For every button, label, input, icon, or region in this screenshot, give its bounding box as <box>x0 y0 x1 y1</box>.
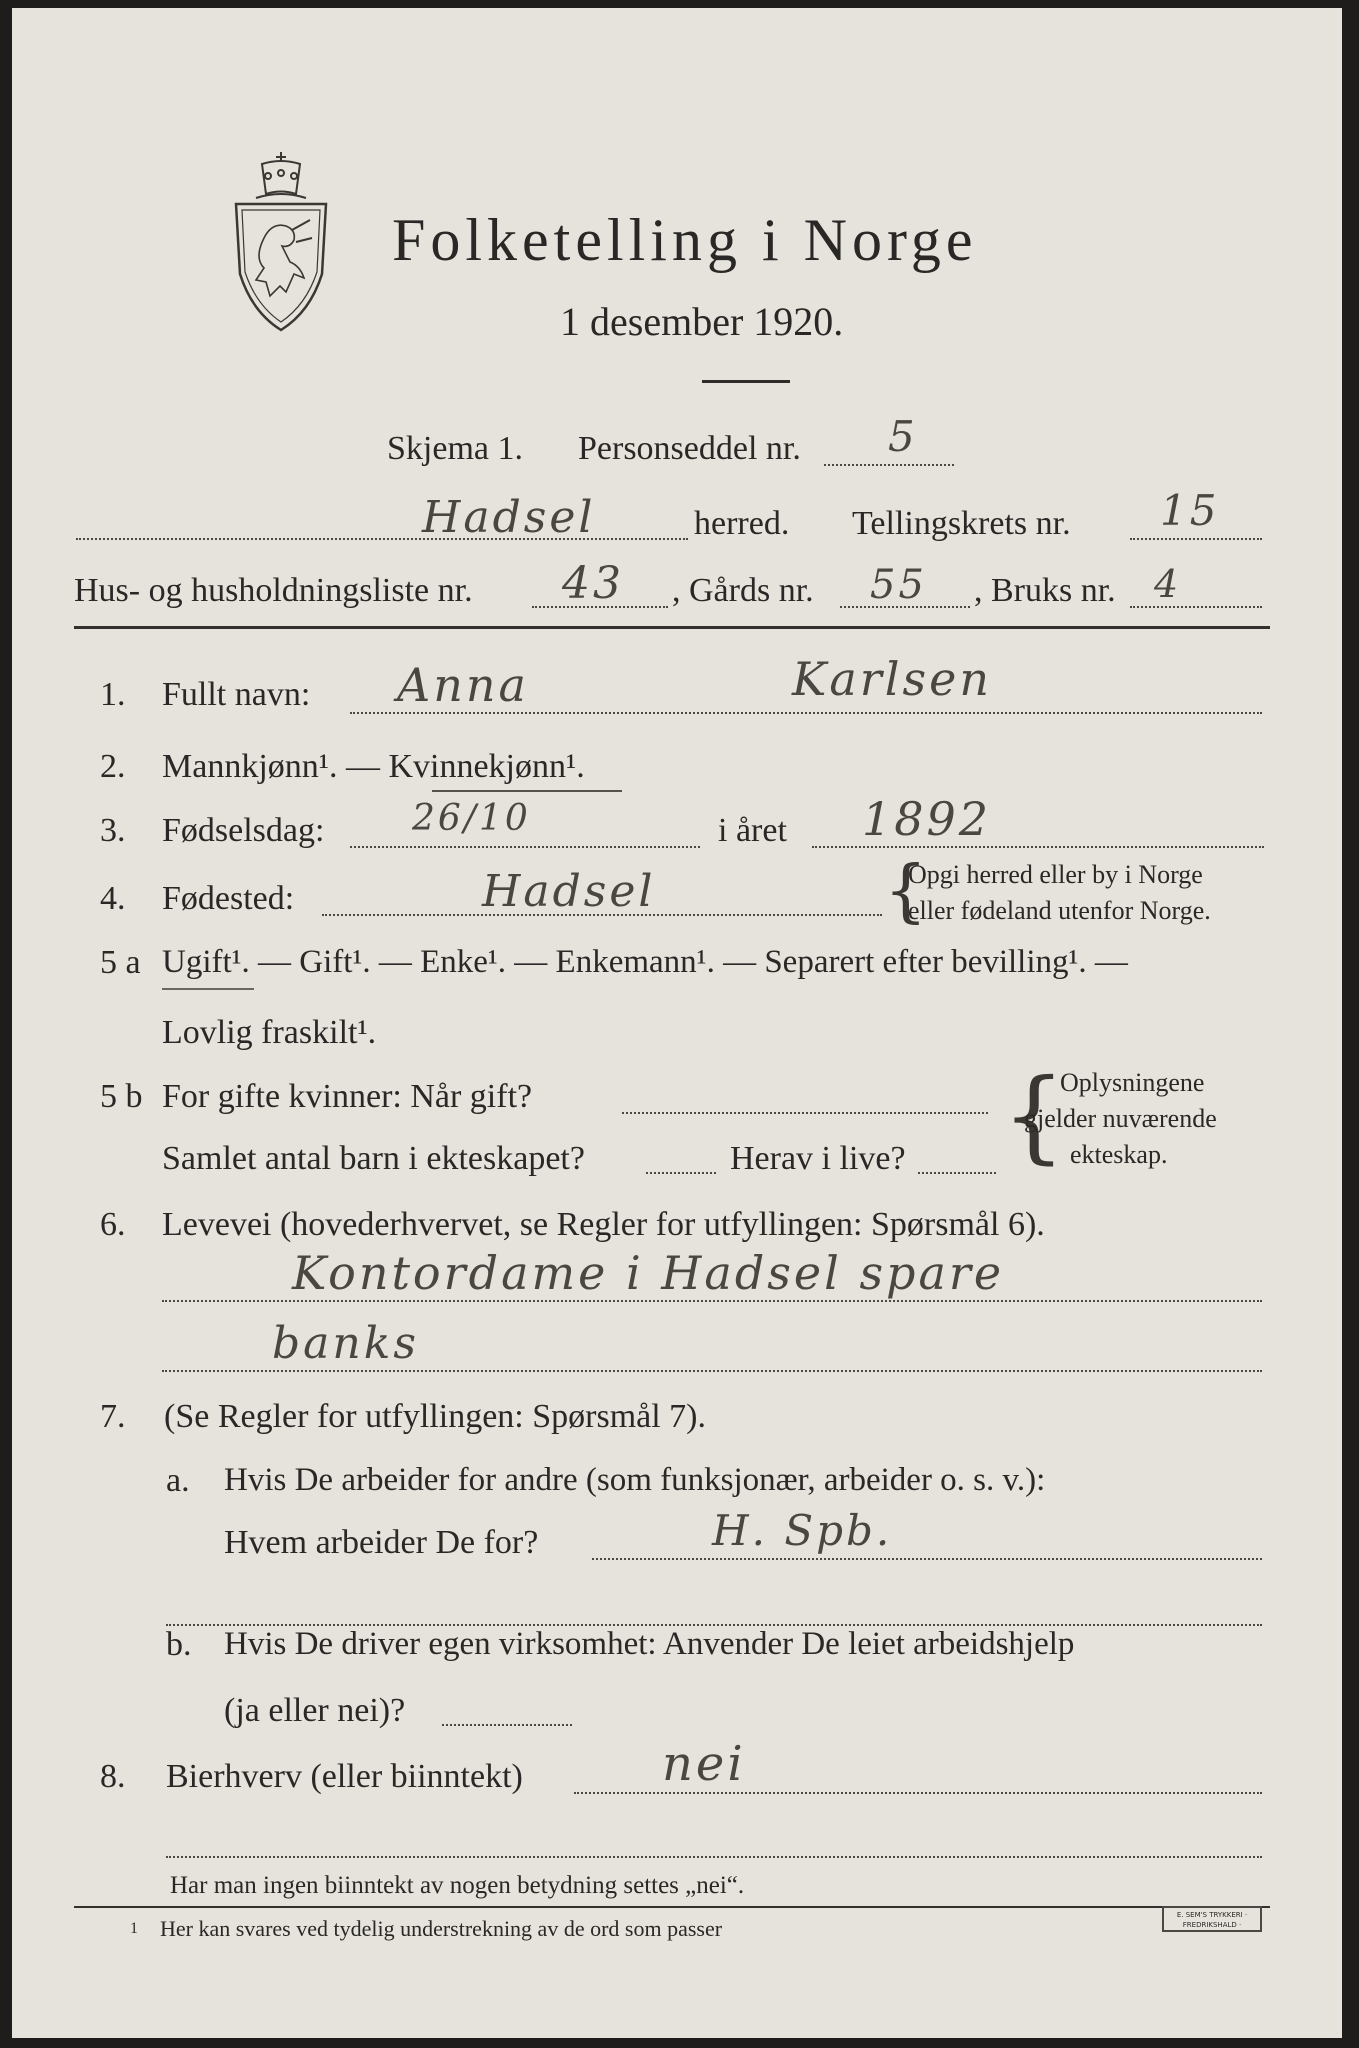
q5b-married-dots <box>622 1112 988 1114</box>
bruks-label: , Bruks nr. <box>974 572 1116 609</box>
q7b-text-2: (ja eller nei)? <box>224 1692 406 1729</box>
form-date: 1 desember 1920. <box>560 299 844 344</box>
q8-answer: nei <box>662 1736 746 1792</box>
q5b-note-3: ekteskap. <box>1070 1140 1168 1169</box>
q3-year-dots <box>812 846 1264 848</box>
q1-last-name: Karlsen <box>792 652 992 706</box>
personseddel-label: Personseddel nr. <box>578 430 801 467</box>
q7a-text: Hvis De arbeider for andre (som funksjonær, arbeider o. s. v.): <box>224 1462 1046 1498</box>
q5b-brace: { <box>1002 1057 1066 1174</box>
q2-text: Mannkjønn¹. — Kvinnekjønn¹. <box>162 748 585 785</box>
q6-text: Levevei (hovederhvervet, se Regler for utfyllingen: Spørsmål 6). <box>162 1206 1045 1243</box>
q5a-text: Ugift¹. — Gift¹. — Enke¹. — Enkemann¹. — Separert efter bevilling¹. — <box>162 944 1128 980</box>
q6-answer-1: Kontordame i Hadsel spare <box>292 1246 1005 1300</box>
q5b-children-dots <box>646 1172 716 1174</box>
husliste-label: Hus- og husholdningsliste nr. <box>74 572 473 609</box>
bruks-value: 4 <box>1154 562 1182 606</box>
q7-number: 7. <box>100 1398 126 1435</box>
q3-value: 26/10 <box>412 798 531 839</box>
q4-value: Hadsel <box>482 866 656 917</box>
q3-dots <box>350 846 700 848</box>
footnote-mark: 1 <box>130 1920 138 1937</box>
q5b-note-2: gjelder nuværende <box>1024 1104 1217 1133</box>
herred-dots <box>76 538 688 540</box>
q8-number: 8. <box>100 1758 126 1795</box>
q1-first-name: Anna <box>397 658 529 712</box>
q5b-alive-label: Herav i live? <box>730 1140 906 1177</box>
q5b-note-1: Oplysningene <box>1060 1068 1205 1097</box>
herred-label: herred. <box>694 505 790 542</box>
q7b-text: Hvis De driver egen virksomhet: Anvender De leiet arbeidshjelp <box>224 1626 1075 1662</box>
printer-stamp: E. SEM'S TRYKKERI · FREDRIKSHALD · <box>1162 1906 1262 1932</box>
q2-number: 2. <box>100 748 126 785</box>
form-title: Folketelling i Norge <box>392 207 978 273</box>
q7a-answer: H. Spb. <box>712 1506 893 1555</box>
q3-number: 3. <box>100 812 126 849</box>
q5a-number: 5 a <box>100 944 141 981</box>
q5b-married-label: For gifte kvinner: Når gift? <box>162 1078 533 1115</box>
skjema-label: Skjema 1. <box>387 430 523 467</box>
q7a-who-dots <box>592 1558 1262 1560</box>
q4-brace: { <box>884 852 928 931</box>
personseddel-value: 5 <box>888 412 918 461</box>
tellingskrets-value: 15 <box>1160 486 1220 535</box>
q5b-children-label: Samlet antal barn i ekteskapet? <box>162 1140 585 1177</box>
q3-year-label: i året <box>718 812 787 849</box>
header-divider <box>74 626 1270 629</box>
q4-note-2: eller fødeland utenfor Norge. <box>908 896 1211 925</box>
q2-underline <box>432 790 622 792</box>
gards-value: 55 <box>870 562 927 608</box>
q7b-letter: b. <box>166 1626 192 1663</box>
footnote-text: Her kan svares ved tydelig understrekning av de ord som passer <box>160 1916 723 1941</box>
q4-label: Fødested: <box>162 880 295 917</box>
q6-number: 6. <box>100 1206 126 1243</box>
biinntekt-note: Har man ingen biinntekt av nogen betydning settes „nei“. <box>170 1872 745 1899</box>
title-divider <box>702 380 790 383</box>
tellingskrets-label: Tellingskrets nr. <box>852 505 1071 542</box>
q8-dots <box>574 1792 1262 1794</box>
bruks-dots <box>1130 606 1262 608</box>
q1-number: 1. <box>100 676 126 713</box>
q7a-letter: a. <box>166 1462 190 1499</box>
q1-label: Fullt navn: <box>162 676 311 713</box>
q1-dots <box>350 712 1262 714</box>
tellingskrets-dots <box>1130 538 1262 540</box>
q8-extra-line <box>166 1856 1262 1858</box>
q3-label: Fødselsdag: <box>162 812 325 849</box>
norwegian-coat-of-arms-icon <box>222 146 340 336</box>
q5a-text-2: Lovlig fraskilt¹. <box>162 1014 377 1051</box>
footer-divider <box>74 1906 1270 1908</box>
personseddel-dots <box>824 464 954 466</box>
husliste-value: 43 <box>562 558 624 609</box>
q3-year-value: 1892 <box>862 792 992 846</box>
q5b-alive-dots <box>918 1172 996 1174</box>
q5b-number: 5 b <box>100 1078 143 1115</box>
q6-answer-2: banks <box>272 1318 419 1369</box>
q4-note-1: Opgi herred eller by i Norge <box>908 860 1203 889</box>
q7a-who-label: Hvem arbeider De for? <box>224 1524 539 1561</box>
q5a-underline <box>162 988 254 990</box>
q7-text: (Se Regler for utfyllingen: Spørsmål 7). <box>164 1398 707 1435</box>
q6-answer-line-1 <box>162 1300 1262 1302</box>
gards-label: , Gårds nr. <box>672 572 814 609</box>
census-form-sheet <box>12 8 1342 2038</box>
q8-text: Bierhverv (eller biinntekt) <box>166 1758 523 1795</box>
q7b-dots <box>442 1724 572 1726</box>
herred-value: Hadsel <box>422 492 596 543</box>
q6-answer-line-2 <box>162 1370 1262 1372</box>
q4-number: 4. <box>100 880 126 917</box>
